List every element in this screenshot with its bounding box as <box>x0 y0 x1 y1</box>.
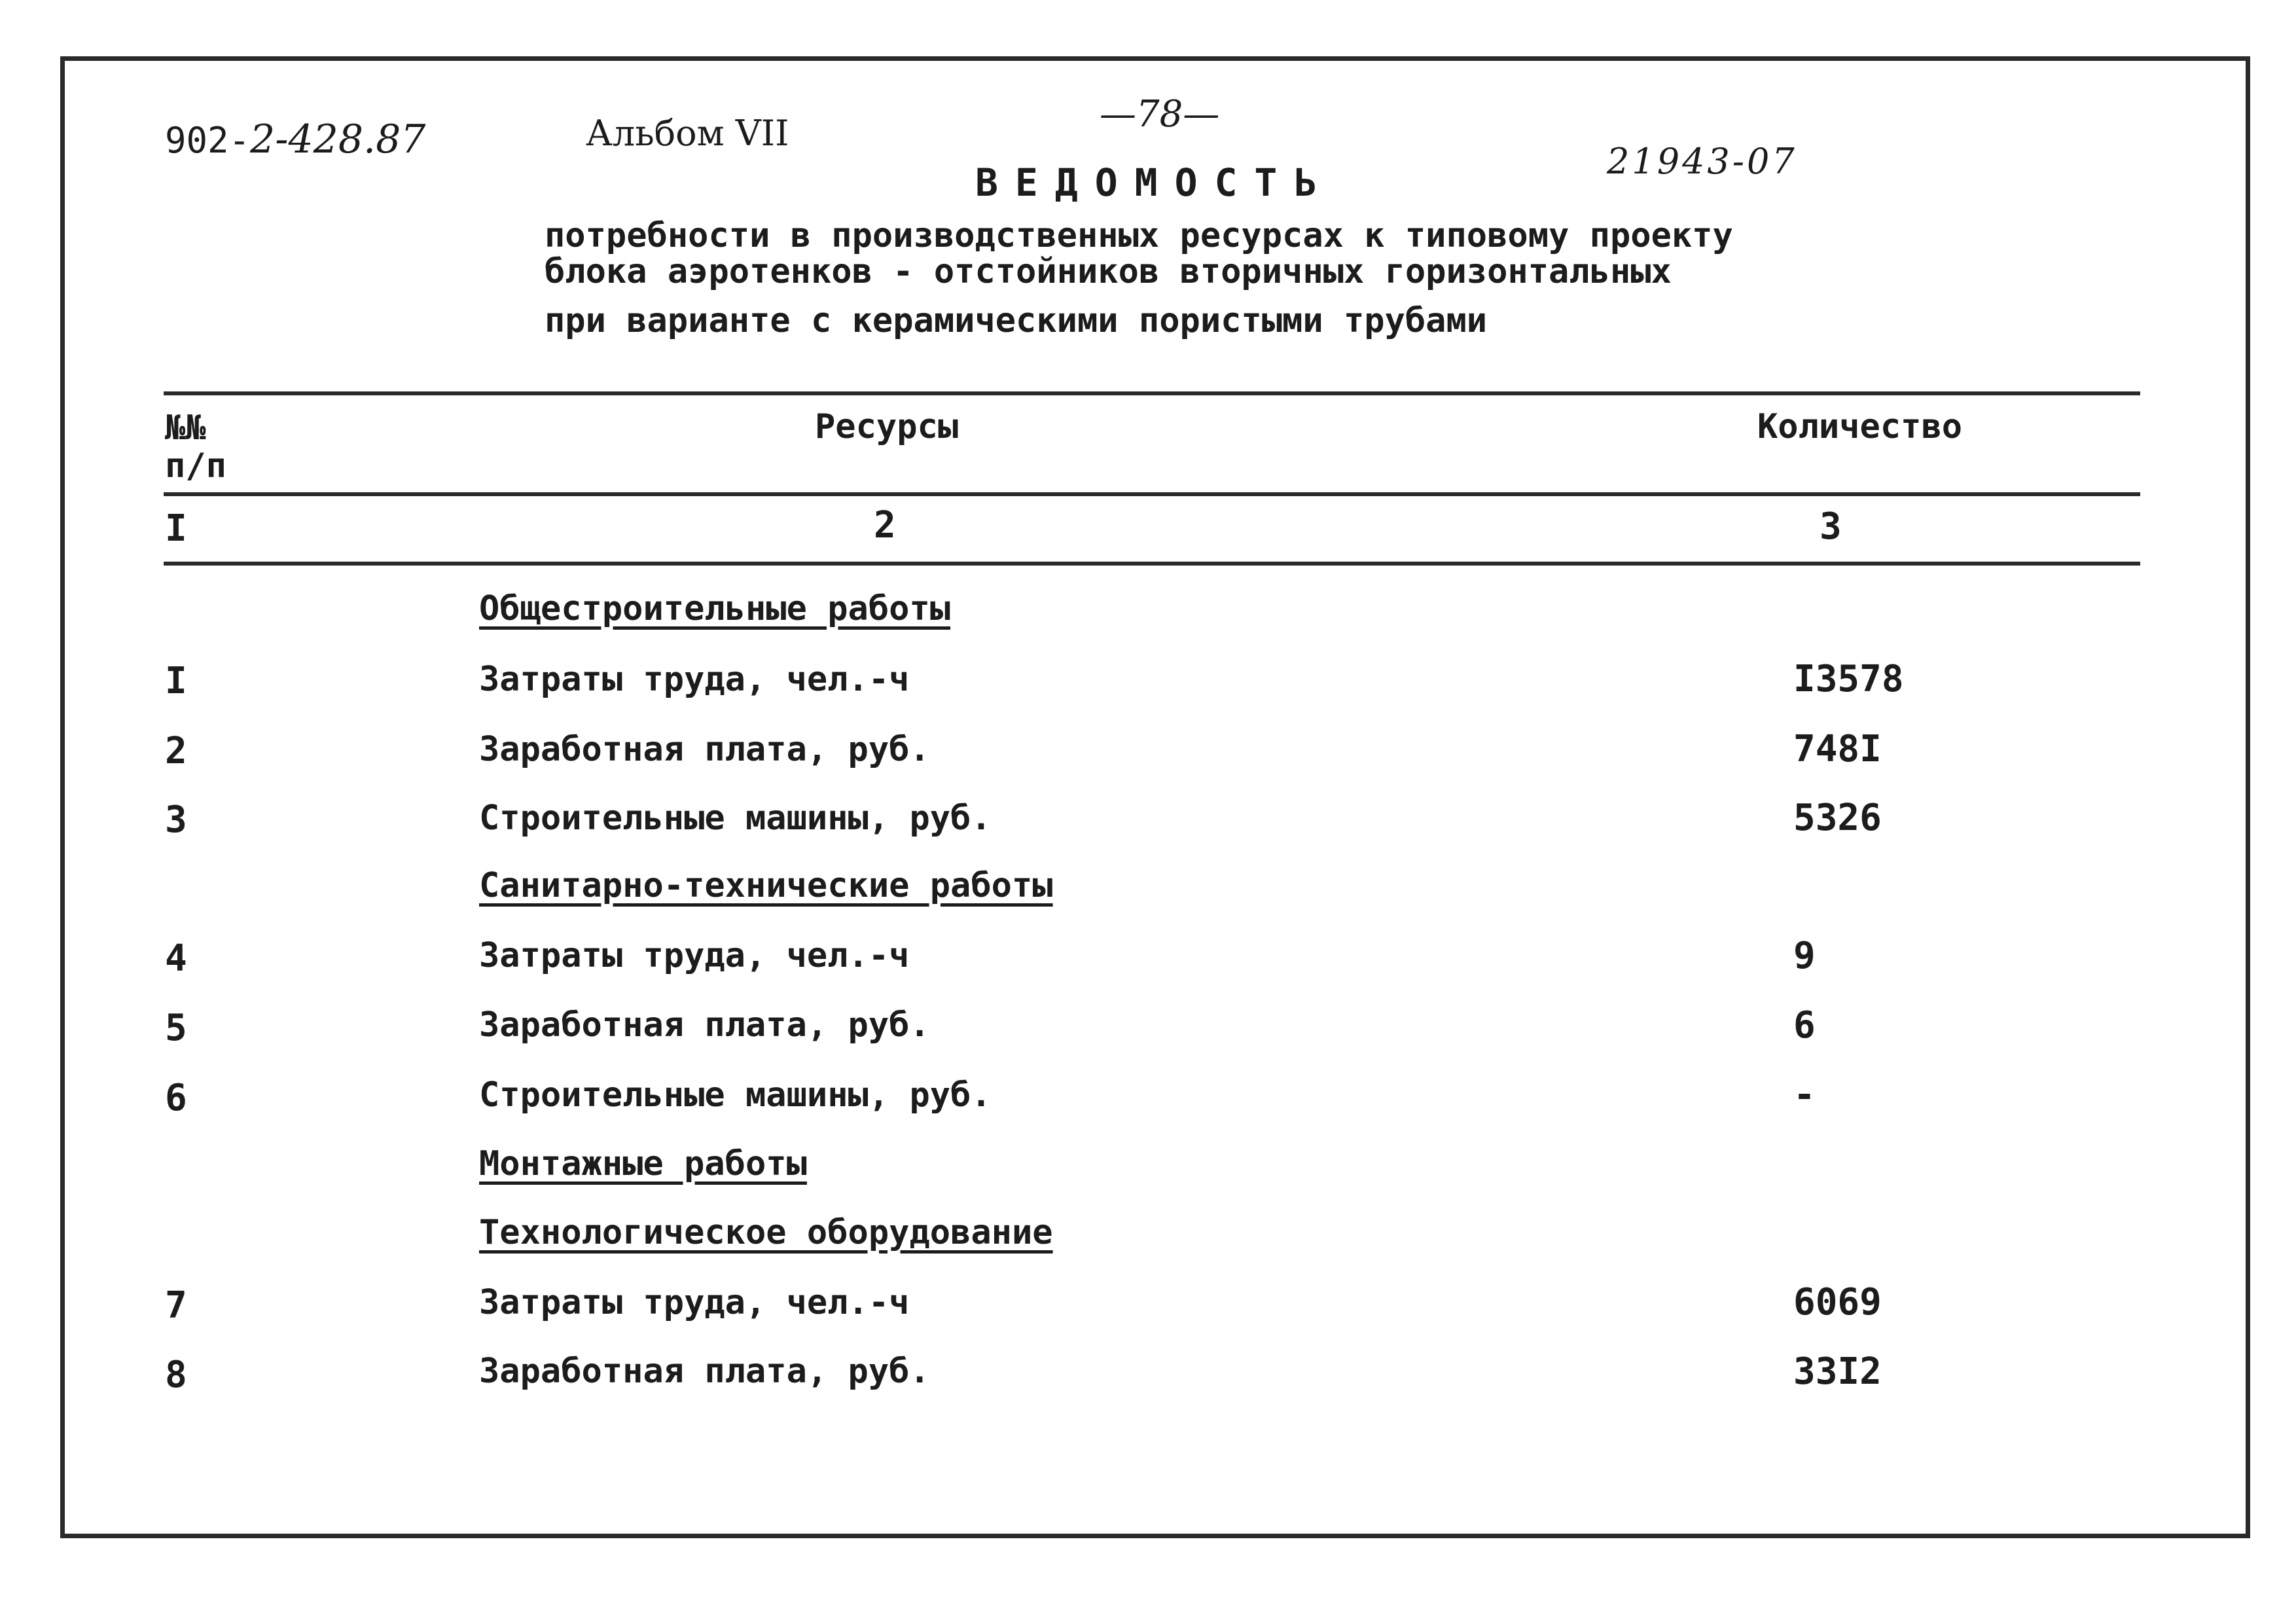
column-header-number: №№ п/п <box>165 408 226 486</box>
column-header-quantity: Количество <box>1757 407 1963 446</box>
album-label: Альбом VII <box>586 113 789 154</box>
row-2-quantity: 748I <box>1793 728 1882 770</box>
document-number <box>165 117 425 162</box>
row-5-resource: Заработная плата, руб. <box>479 1005 930 1045</box>
header-rule <box>164 492 2140 496</box>
row-7-resource: Затраты труда, чел.-ч <box>479 1283 910 1322</box>
row-6-resource: Строительные машины, руб. <box>479 1075 992 1115</box>
row-6-number: 6 <box>165 1077 187 1119</box>
row-5-number: 5 <box>165 1007 187 1049</box>
row-2-number: 2 <box>165 730 187 772</box>
row-1-quantity: I3578 <box>1793 658 1904 700</box>
page-number: —78— <box>1100 93 1220 135</box>
column-numbers-rule <box>164 562 2140 566</box>
row-7-quantity: 6069 <box>1793 1281 1882 1324</box>
subtitle-line-2: блока аэротенков - отстойников вторичных горизонтальных <box>545 252 1672 291</box>
row-1-number: I <box>165 660 187 702</box>
column-number-1: I <box>165 507 187 550</box>
row-8-resource: Заработная плата, руб. <box>479 1352 930 1391</box>
row-5-quantity: 6 <box>1793 1004 1816 1047</box>
row-4-quantity: 9 <box>1793 935 1816 977</box>
row-1-resource: Затраты труда, чел.-ч <box>479 660 910 699</box>
row-4-resource: Затраты труда, чел.-ч <box>479 936 910 975</box>
section-technological-equipment: Технологическое оборудование <box>479 1213 1053 1252</box>
row-7-number: 7 <box>165 1284 187 1327</box>
row-4-number: 4 <box>165 937 187 980</box>
row-6-quantity: - <box>1793 1073 1816 1116</box>
row-3-number: 3 <box>165 799 187 841</box>
row-3-quantity: 5326 <box>1793 797 1882 839</box>
document-code: 21943-07 <box>1607 141 1797 182</box>
column-number-2: 2 <box>874 504 896 547</box>
section-installation: Монтажные работы <box>479 1144 807 1183</box>
subtitle-line-3: при варианте с керамическими пористыми трубами <box>545 301 1488 340</box>
section-sanitary-technical: Санитарно-технические работы <box>479 866 1053 905</box>
document-number-prefix: 902- <box>165 120 251 161</box>
document-title: ВЕДОМОСТЬ <box>975 160 1335 205</box>
document-number-handwritten: 2-428.87 <box>250 117 426 162</box>
section-general-construction: Общестроительные работы <box>479 589 951 628</box>
column-number-3: 3 <box>1820 505 1842 548</box>
table-top-rule <box>164 391 2140 395</box>
row-8-quantity: 33I2 <box>1793 1350 1882 1393</box>
row-8-number: 8 <box>165 1354 187 1396</box>
subtitle-line-1: потребности в производственных ресурсах к типовому проекту <box>545 216 1733 255</box>
column-header-resources: Ресурсы <box>815 407 959 446</box>
row-3-resource: Строительные машины, руб. <box>479 799 992 838</box>
row-2-resource: Заработная плата, руб. <box>479 730 930 769</box>
